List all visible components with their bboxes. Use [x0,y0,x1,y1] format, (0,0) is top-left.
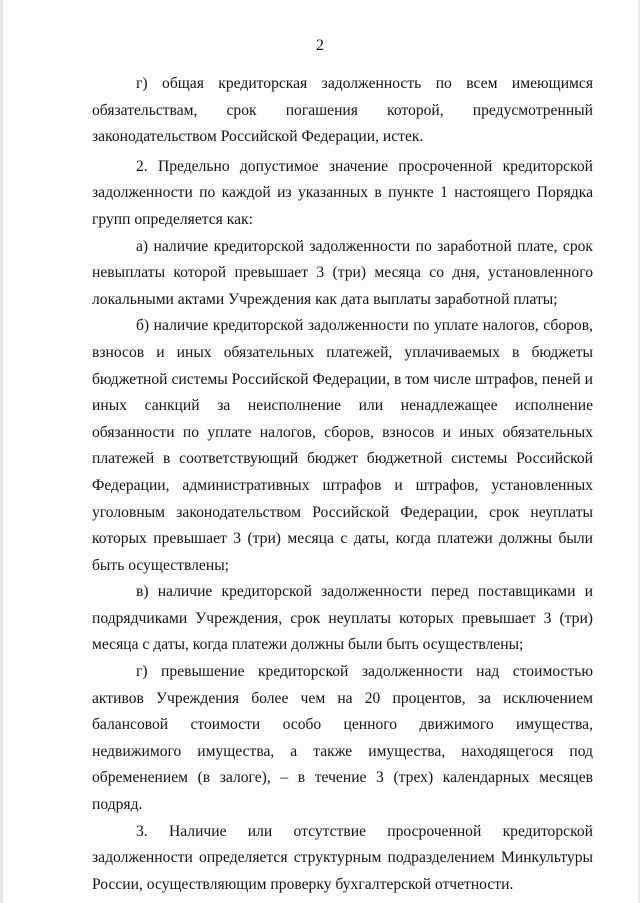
paragraph-item-g-assets: г) превышение кредиторской задолженности над стоимостью активов Учреждения более чем на 20 процентов, за исключением балансовой стоимости особо ценного движимого имущества, недвижимого имущества, а также имущества, находящегося под обременением (в залоге), – в течение 3 (трех) календарных месяцев подряд. [92,663,593,814]
paragraph-item-b-taxes: б) наличие кредиторской задолженности по уплате налогов, сборов, взносов и иных обязательных платежей, уплачиваемых в бюджеты бюджетной системы Российской Федерации, в том числе штрафов, пеней и иных санкций за неисполнение или ненадлежащее исполнение обязанности по уплате налогов, сборов, взносов и иных обязательных платежей в соответствующий бюджет бюджетной системы Российской Федерации, административных штрафов и штрафов, установленных уголовным законодательством Российской Федерации, срок неуплаты которых превышает 3 (три) месяца с даты, когда платежи должны были быть осуществлены; [92,317,593,574]
paragraph-item-a-wages: а) наличие кредиторской задолженности по заработной плате, срок невыплаты которой превышает 3 (три) месяца со дня, установленного локальными актами Учреждения как дата выплаты заработной платы; [92,237,593,308]
paragraph-section-2: 2. Предельно допустимое значение просроченной кредиторской задолженности по каждой из указанных в пункте 1 настоящего Порядка групп определяется как: [92,157,593,228]
scan-edge-left [0,0,3,903]
page-number: 2 [316,37,324,54]
paragraph-item-v-suppliers: в) наличие кредиторской задолженности перед поставщиками и подрядчиками Учреждения, срок неуплаты которых превышает 3 (три) месяца с даты, когда платежи должны были быть осуществлены; [92,583,593,654]
paragraph-section-3: 3. Наличие или отсутствие просроченной кредиторской задолженности определяется структурным подразделением Минкультуры России, осуществляющим проверку бухгалтерской отчетности. [92,822,593,893]
paragraph-debt-overall: г) общая кредиторская задолженность по всем имеющимся обязательствам, срок погашения которой, предусмотренный законодательством Российской Федерации, истек. [92,75,593,146]
